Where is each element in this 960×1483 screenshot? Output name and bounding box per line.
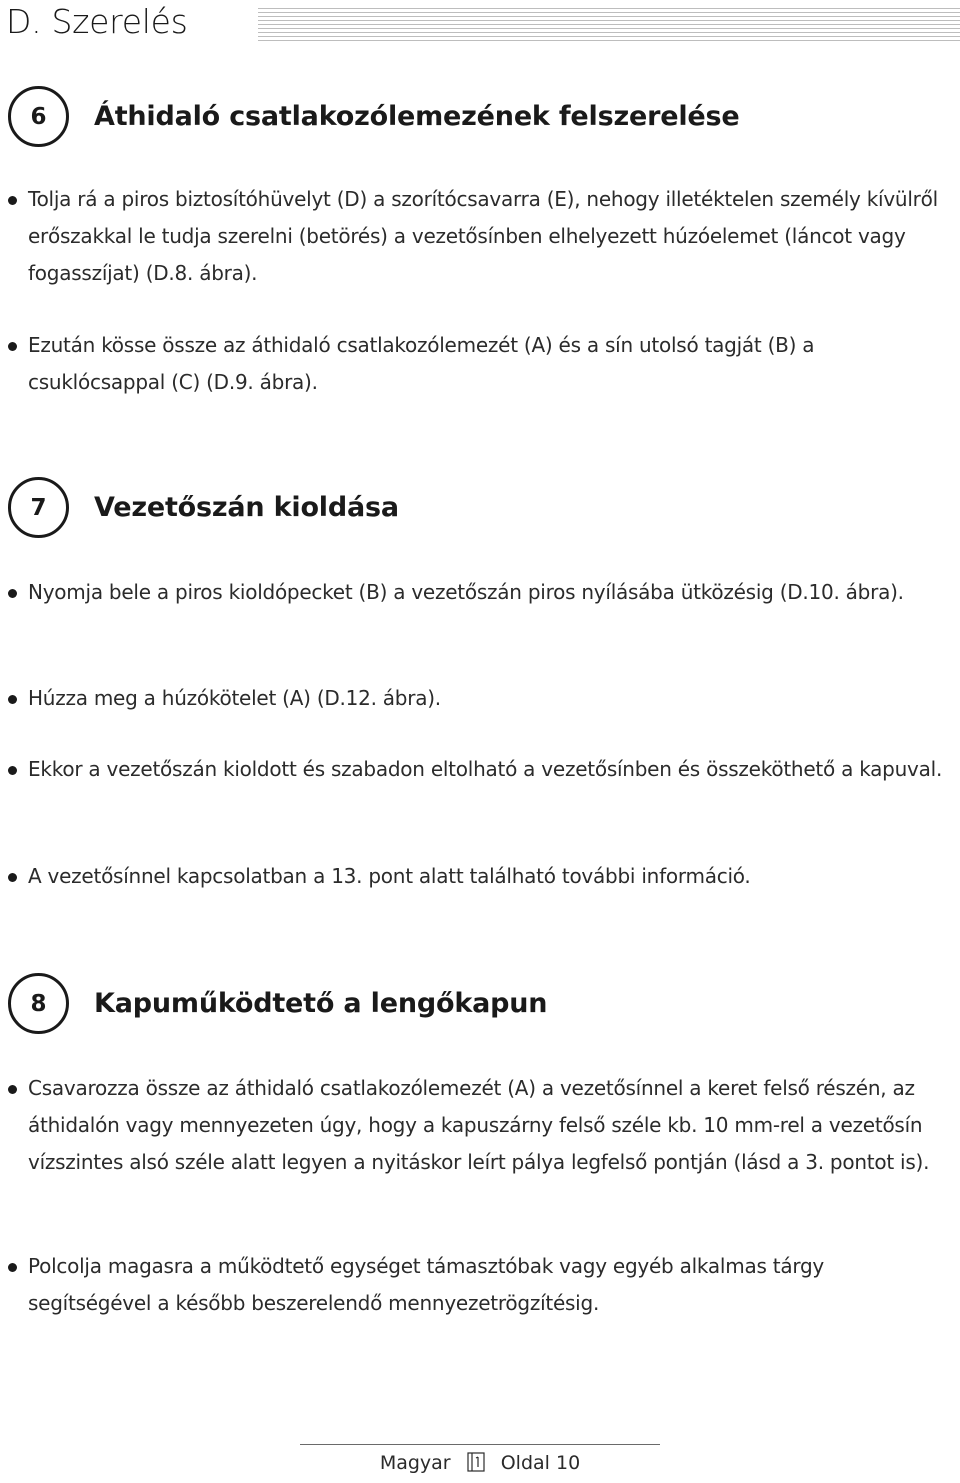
bullet-dot-icon <box>8 695 17 704</box>
bullet-dot-icon <box>8 1263 17 1272</box>
bullet-dot-icon <box>8 196 17 205</box>
section-title: Áthidaló csatlakozólemezének felszerelése <box>94 101 740 132</box>
bullet-text: Tolja rá a piros biztosítóhüvelyt (D) a szorítócsavarra (E), nehogy illetéktelen személy kívülről erőszakkal le tudja szerelni (betörés) a vezetősínben elhelyezett húzóelemet (láncot vagy fogasszíjat) (D.8. ábra). <box>28 187 938 285</box>
bullet-item <box>8 1248 952 1322</box>
bullet-item <box>8 574 952 611</box>
page-header-title: D. Szerelés <box>6 2 188 41</box>
bullet-item <box>8 327 952 401</box>
bullet-text: Ezután kösse össze az áthidaló csatlakozólemezét (A) és a sín utolsó tagját (B) a csuklócsappal (C) (D.9. ábra). <box>28 333 815 394</box>
footer-divider <box>300 1444 660 1445</box>
book-icon <box>467 1452 485 1472</box>
section-8-heading <box>8 973 952 1039</box>
bullet-text: Ekkor a vezetőszán kioldott és szabadon eltolható a vezetősínben és összeköthető a kapuval. <box>28 757 943 781</box>
section-6-heading <box>8 86 952 152</box>
section-7-heading <box>8 477 952 543</box>
section-number-badge: 6 <box>8 86 69 147</box>
bullet-dot-icon <box>8 342 17 351</box>
bullet-text: A vezetősínnel kapcsolatban a 13. pont alatt található további információ. <box>28 864 751 888</box>
bullet-dot-icon <box>8 1085 17 1094</box>
bullet-item <box>8 1070 952 1181</box>
bullet-text: Nyomja bele a piros kioldópecket (B) a vezetőszán piros nyílásába ütközésig (D.10. ábra). <box>28 580 904 604</box>
bullet-dot-icon <box>8 873 17 882</box>
bullet-text: Csavarozza össze az áthidaló csatlakozólemezét (A) a vezetősínnel a keret felső részén, az áthidalón vagy mennyezeten úgy, hogy a kapuszárny felső széle kb. 10 mm-rel a vezetősín vízszintes alsó széle alatt legyen a nyitáskor leírt pálya legfelső pontján (lásd a 3. pontot is). <box>28 1076 930 1174</box>
section-number-badge: 8 <box>8 973 69 1034</box>
footer-language: Magyar <box>379 1452 451 1474</box>
bullet-dot-icon <box>8 589 17 598</box>
page-footer <box>0 1452 960 1474</box>
header-stripe-bar <box>258 8 960 42</box>
bullet-item <box>8 858 952 895</box>
bullet-item <box>8 680 952 717</box>
footer-page-number: Oldal 10 <box>500 1452 581 1474</box>
bullet-item <box>8 181 952 292</box>
bullet-text: Polcolja magasra a működtető egységet támasztóbak vagy egyéb alkalmas tárgy segítségével a később beszerelendő mennyezetrögzítésig. <box>28 1254 824 1315</box>
section-title: Kapuműködtető a lengőkapun <box>94 988 548 1019</box>
bullet-item <box>8 751 952 788</box>
section-number-badge: 7 <box>8 477 69 538</box>
bullet-text: Húzza meg a húzókötelet (A) (D.12. ábra). <box>28 686 441 710</box>
bullet-dot-icon <box>8 766 17 775</box>
section-title: Vezetőszán kioldása <box>94 492 399 523</box>
